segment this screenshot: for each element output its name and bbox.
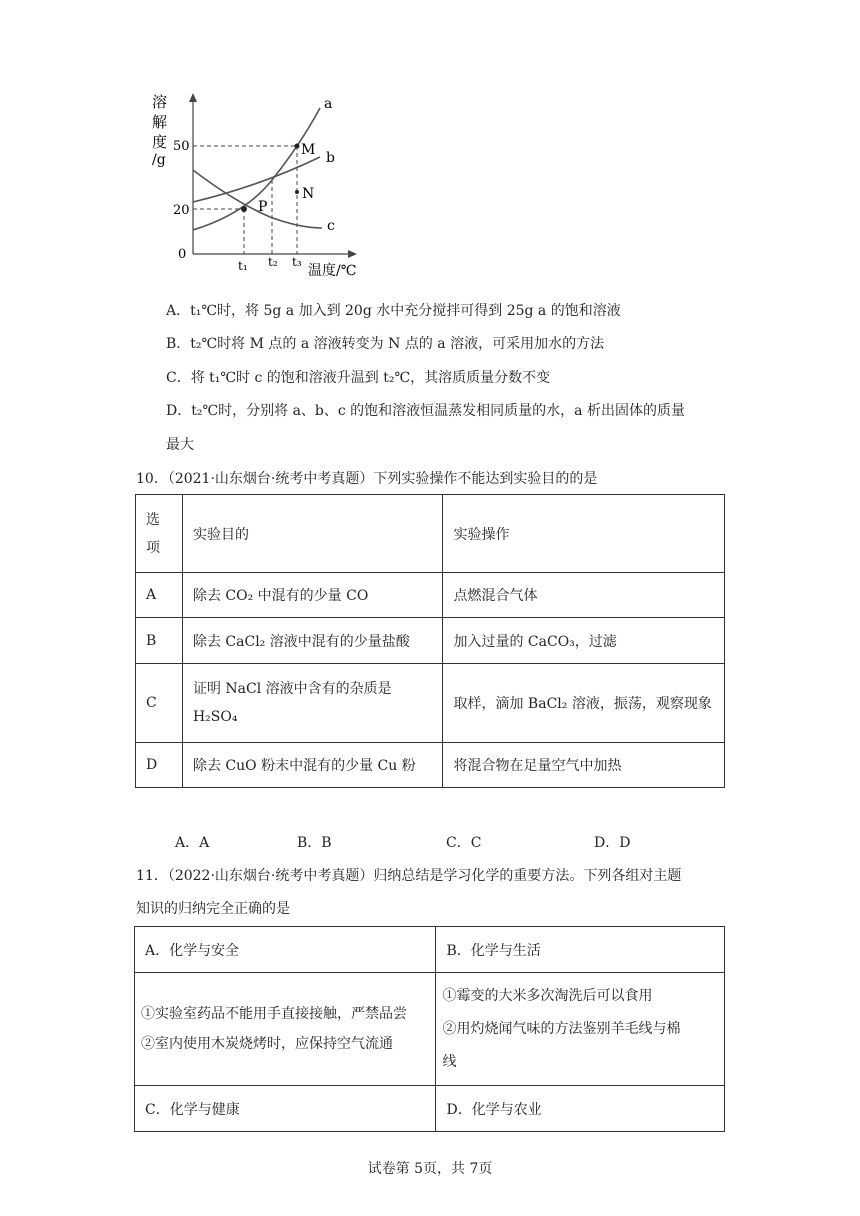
q10-row-b-option: B xyxy=(136,618,183,664)
q10-header-option-1: 选 xyxy=(146,511,160,528)
q10-header-option xyxy=(136,495,183,573)
q10-row-b-purpose: 除去 CaCl₂ 溶液中混有的少量盐酸 xyxy=(182,618,443,664)
q11-cell-a-item-2: ②室内使用木炭烧烤时，应保持空气流通 xyxy=(141,1036,393,1052)
q10-choice-a: A．A xyxy=(175,835,210,851)
q10-header-purpose: 实验目的 xyxy=(182,495,443,573)
q10-row-d-option: D xyxy=(136,743,183,788)
point-n xyxy=(295,190,299,194)
q10-row-b-operation: 加入过量的 CaCO₃，过滤 xyxy=(443,618,725,664)
table-row xyxy=(136,664,725,743)
x-tick-t1: t₁ xyxy=(238,259,248,273)
q10-row-a-operation: 点燃混合气体 xyxy=(443,573,725,618)
q11-cell-b-title: B．化学与生活 xyxy=(436,927,725,973)
q9-option-a: A．t₁℃时，将 5g a 加入到 20g 水中充分搅拌可得到 25g a 的饱和溶液 xyxy=(166,303,621,319)
y-axis-title-1: 溶 xyxy=(152,93,168,111)
q11-cell-b-items xyxy=(436,973,725,1086)
table-row xyxy=(135,1086,725,1132)
q11-stem-1: 11．（2022·山东烟台·统考中考真题）归纳总结是学习化学的重要方法。下列各组对主题 xyxy=(136,868,682,884)
curve-a xyxy=(193,108,320,230)
q9-option-d: D．t₂℃时，分别将 a、b、c 的饱和溶液恒温蒸发相同质量的水，a 析出固体的质量 xyxy=(166,403,685,419)
x-axis-arrow xyxy=(348,250,357,258)
q9-option-b: B．t₂℃时将 M 点的 a 溶液转变为 N 点的 a 溶液，可采用加水的方法 xyxy=(166,336,605,352)
y-axis-title-2: 解 xyxy=(152,113,168,131)
q10-row-d-operation: 将混合物在足量空气中加热 xyxy=(443,743,725,788)
q11-cell-b-item-3: 线 xyxy=(442,1053,457,1070)
point-m xyxy=(295,144,300,149)
q11-cell-b-item-2: ②用灼烧闻气味的方法鉴别羊毛线与棉 xyxy=(442,1020,681,1037)
solubility-graph xyxy=(140,90,380,285)
q10-choice-c: C．C xyxy=(446,835,482,851)
q10-row-a-purpose: 除去 CO₂ 中混有的少量 CO xyxy=(182,573,443,618)
y-tick-0: 0 xyxy=(178,247,187,262)
x-tick-t3: t₃ xyxy=(292,255,302,269)
q11-stem-2: 知识的归纳完全正确的是 xyxy=(136,901,290,917)
q10-row-c-purpose-2: H₂SO₄ xyxy=(192,709,238,725)
y-tick-50: 50 xyxy=(173,139,190,154)
curve-a-label: a xyxy=(324,96,333,112)
q11-cell-b-item-1: ①霉变的大米多次淘洗后可以食用 xyxy=(442,987,653,1004)
q10-header-operation: 实验操作 xyxy=(443,495,725,573)
table-row xyxy=(136,618,725,664)
curve-b-label: b xyxy=(326,150,335,166)
q10-row-d-purpose: 除去 CuO 粉末中混有的少量 Cu 粉 xyxy=(182,743,443,788)
y-axis-title-3: 度 xyxy=(152,133,168,151)
q9-option-c: C．将 t₁℃时 c 的饱和溶液升温到 t₂℃，其溶质质量分数不变 xyxy=(166,370,551,386)
q10-row-c-purpose xyxy=(182,664,443,743)
table-row xyxy=(136,573,725,618)
point-m-label: M xyxy=(301,142,316,158)
q10-choice-d: D．D xyxy=(594,835,631,851)
q11-cell-d-title: D．化学与农业 xyxy=(436,1086,725,1132)
q10-table xyxy=(135,494,725,788)
table-row xyxy=(135,927,725,973)
q9-option-d-cont: 最大 xyxy=(166,437,194,453)
q10-row-a-option: A xyxy=(136,573,183,618)
q11-cell-a-items xyxy=(135,973,436,1086)
x-tick-t2: t₂ xyxy=(268,255,278,269)
q10-row-c-option: C xyxy=(136,664,183,743)
q10-row-c-purpose-1: 证明 NaCl 溶液中含有的杂质是 xyxy=(192,681,392,697)
q10-choice-b: B．B xyxy=(297,835,332,851)
point-n-label: N xyxy=(302,186,315,202)
x-axis-title: 温度/℃ xyxy=(308,263,357,279)
q11-cell-a-title: A．化学与安全 xyxy=(135,927,436,973)
page-footer: 试卷第 5页，共 7页 xyxy=(367,1161,493,1177)
y-axis-arrow xyxy=(189,93,197,102)
q11-cell-a-item-1: ①实验室药品不能用手直接接触，严禁品尝 xyxy=(141,1006,407,1022)
q11-cell-c-title: C．化学与健康 xyxy=(135,1086,436,1132)
point-p xyxy=(241,206,247,212)
y-axis-title-4: /g xyxy=(152,152,166,168)
table-row xyxy=(136,743,725,788)
q10-header-row xyxy=(136,495,725,573)
q10-header-option-2: 项 xyxy=(146,539,160,556)
table-row xyxy=(135,973,725,1086)
point-p-label: P xyxy=(258,199,268,215)
q10-row-c-operation: 取样，滴加 BaCl₂ 溶液，振荡，观察现象 xyxy=(443,664,725,743)
q11-table xyxy=(134,926,725,1132)
q10-stem: 10．（2021·山东烟台·统考中考真题）下列实验操作不能达到实验目的的是 xyxy=(136,471,598,487)
curve-c-label: c xyxy=(327,218,335,234)
y-tick-20: 20 xyxy=(173,203,190,218)
